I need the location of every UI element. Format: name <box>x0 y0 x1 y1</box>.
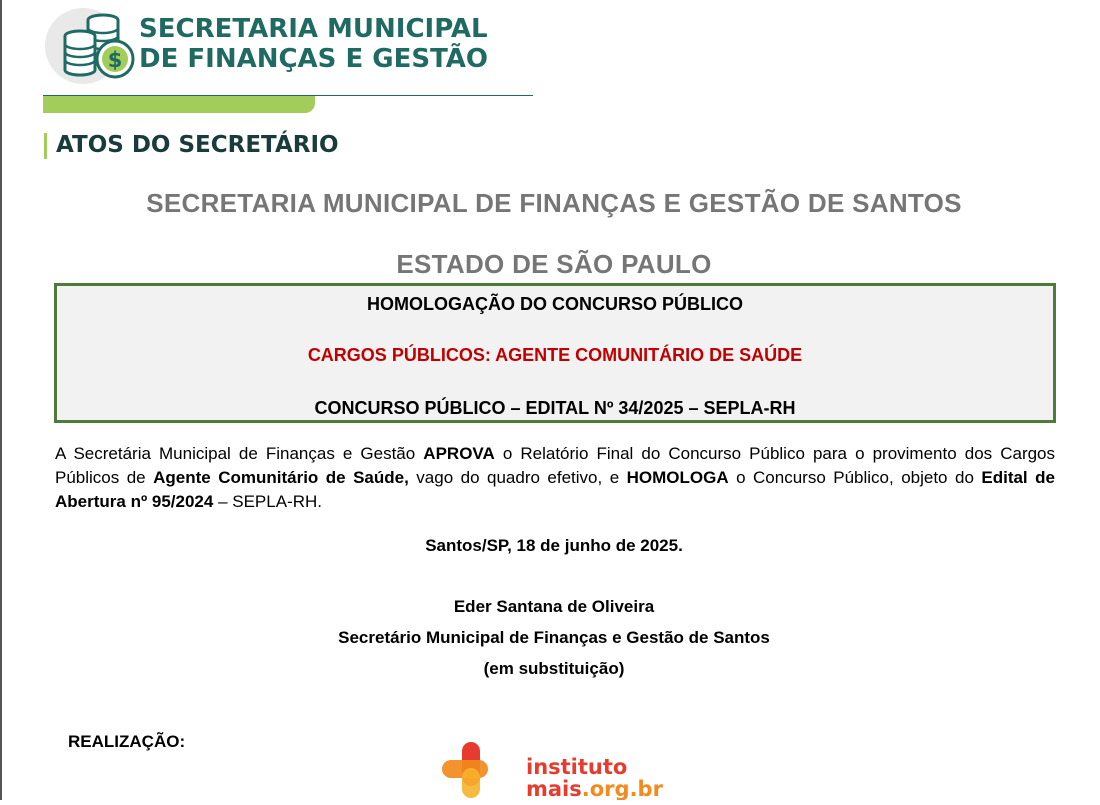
organization-state: ESTADO DE SÃO PAULO <box>396 249 712 279</box>
logo-text-instituto: instituto <box>526 755 628 779</box>
section-accent-bar <box>44 133 47 159</box>
header-accent-bar <box>43 96 315 113</box>
realizacao-label: REALIZAÇÃO: <box>68 732 186 751</box>
box-position: CARGOS PÚBLICOS: AGENTE COMUNITÁRIO DE SAÚDE <box>307 345 803 365</box>
signatory-name: Eder Santana de Oliveira <box>453 597 655 616</box>
logo-text-domain: .org.br <box>581 777 663 800</box>
section-title: ATOS DO SECRETÁRIO <box>56 132 339 158</box>
para-text-1: A Secretária Municipal de Finanças e Gestão <box>55 444 424 463</box>
para-bold-edital: Edital de Abertura nº 95/2024 <box>55 468 1055 511</box>
document-date: Santos/SP, 18 de junho de 2025. <box>425 536 683 555</box>
signatory-note: (em substituição) <box>483 659 625 678</box>
logo-text-mais: mais <box>526 777 582 800</box>
para-text-2: o Relatório Final do Concurso Público para o provimento dos Cargos Públicos de <box>55 444 1056 487</box>
department-title <box>139 14 488 74</box>
para-bold-cargo: Agente Comunitário de Saúde, <box>153 468 409 487</box>
signatory-role: Secretário Municipal de Finanças e Gestão de Santos <box>338 628 770 647</box>
svg-text:$: $ <box>107 48 123 72</box>
box-heading: HOMOLOGAÇÃO DO CONCURSO PÚBLICO <box>367 294 743 314</box>
organization-title: SECRETARIA MUNICIPAL DE FINANÇAS E GESTÃO DE SANTOS <box>146 188 962 218</box>
page-left-border <box>0 0 2 800</box>
para-text-5: – SEPLA-RH. <box>213 492 322 511</box>
box-edital: CONCURSO PÚBLICO – EDITAL Nº 34/2025 – SEPLA-RH <box>314 398 796 418</box>
para-bold-aprova: APROVA <box>423 444 495 463</box>
instituto-mais-logo <box>440 740 670 800</box>
homologation-box <box>54 283 1056 423</box>
para-text-3: vago do quadro efetivo, e <box>408 468 627 487</box>
body-paragraph <box>55 442 1055 514</box>
svg-text:mais.org.br <box>526 777 664 800</box>
para-text-4: o Concurso Público, objeto do <box>728 468 982 487</box>
department-title-line2: DE FINANÇAS E GESTÃO <box>139 44 489 74</box>
para-bold-homologa: HOMOLOGA <box>626 468 729 487</box>
department-title-line1: SECRETARIA MUNICIPAL <box>139 14 488 44</box>
